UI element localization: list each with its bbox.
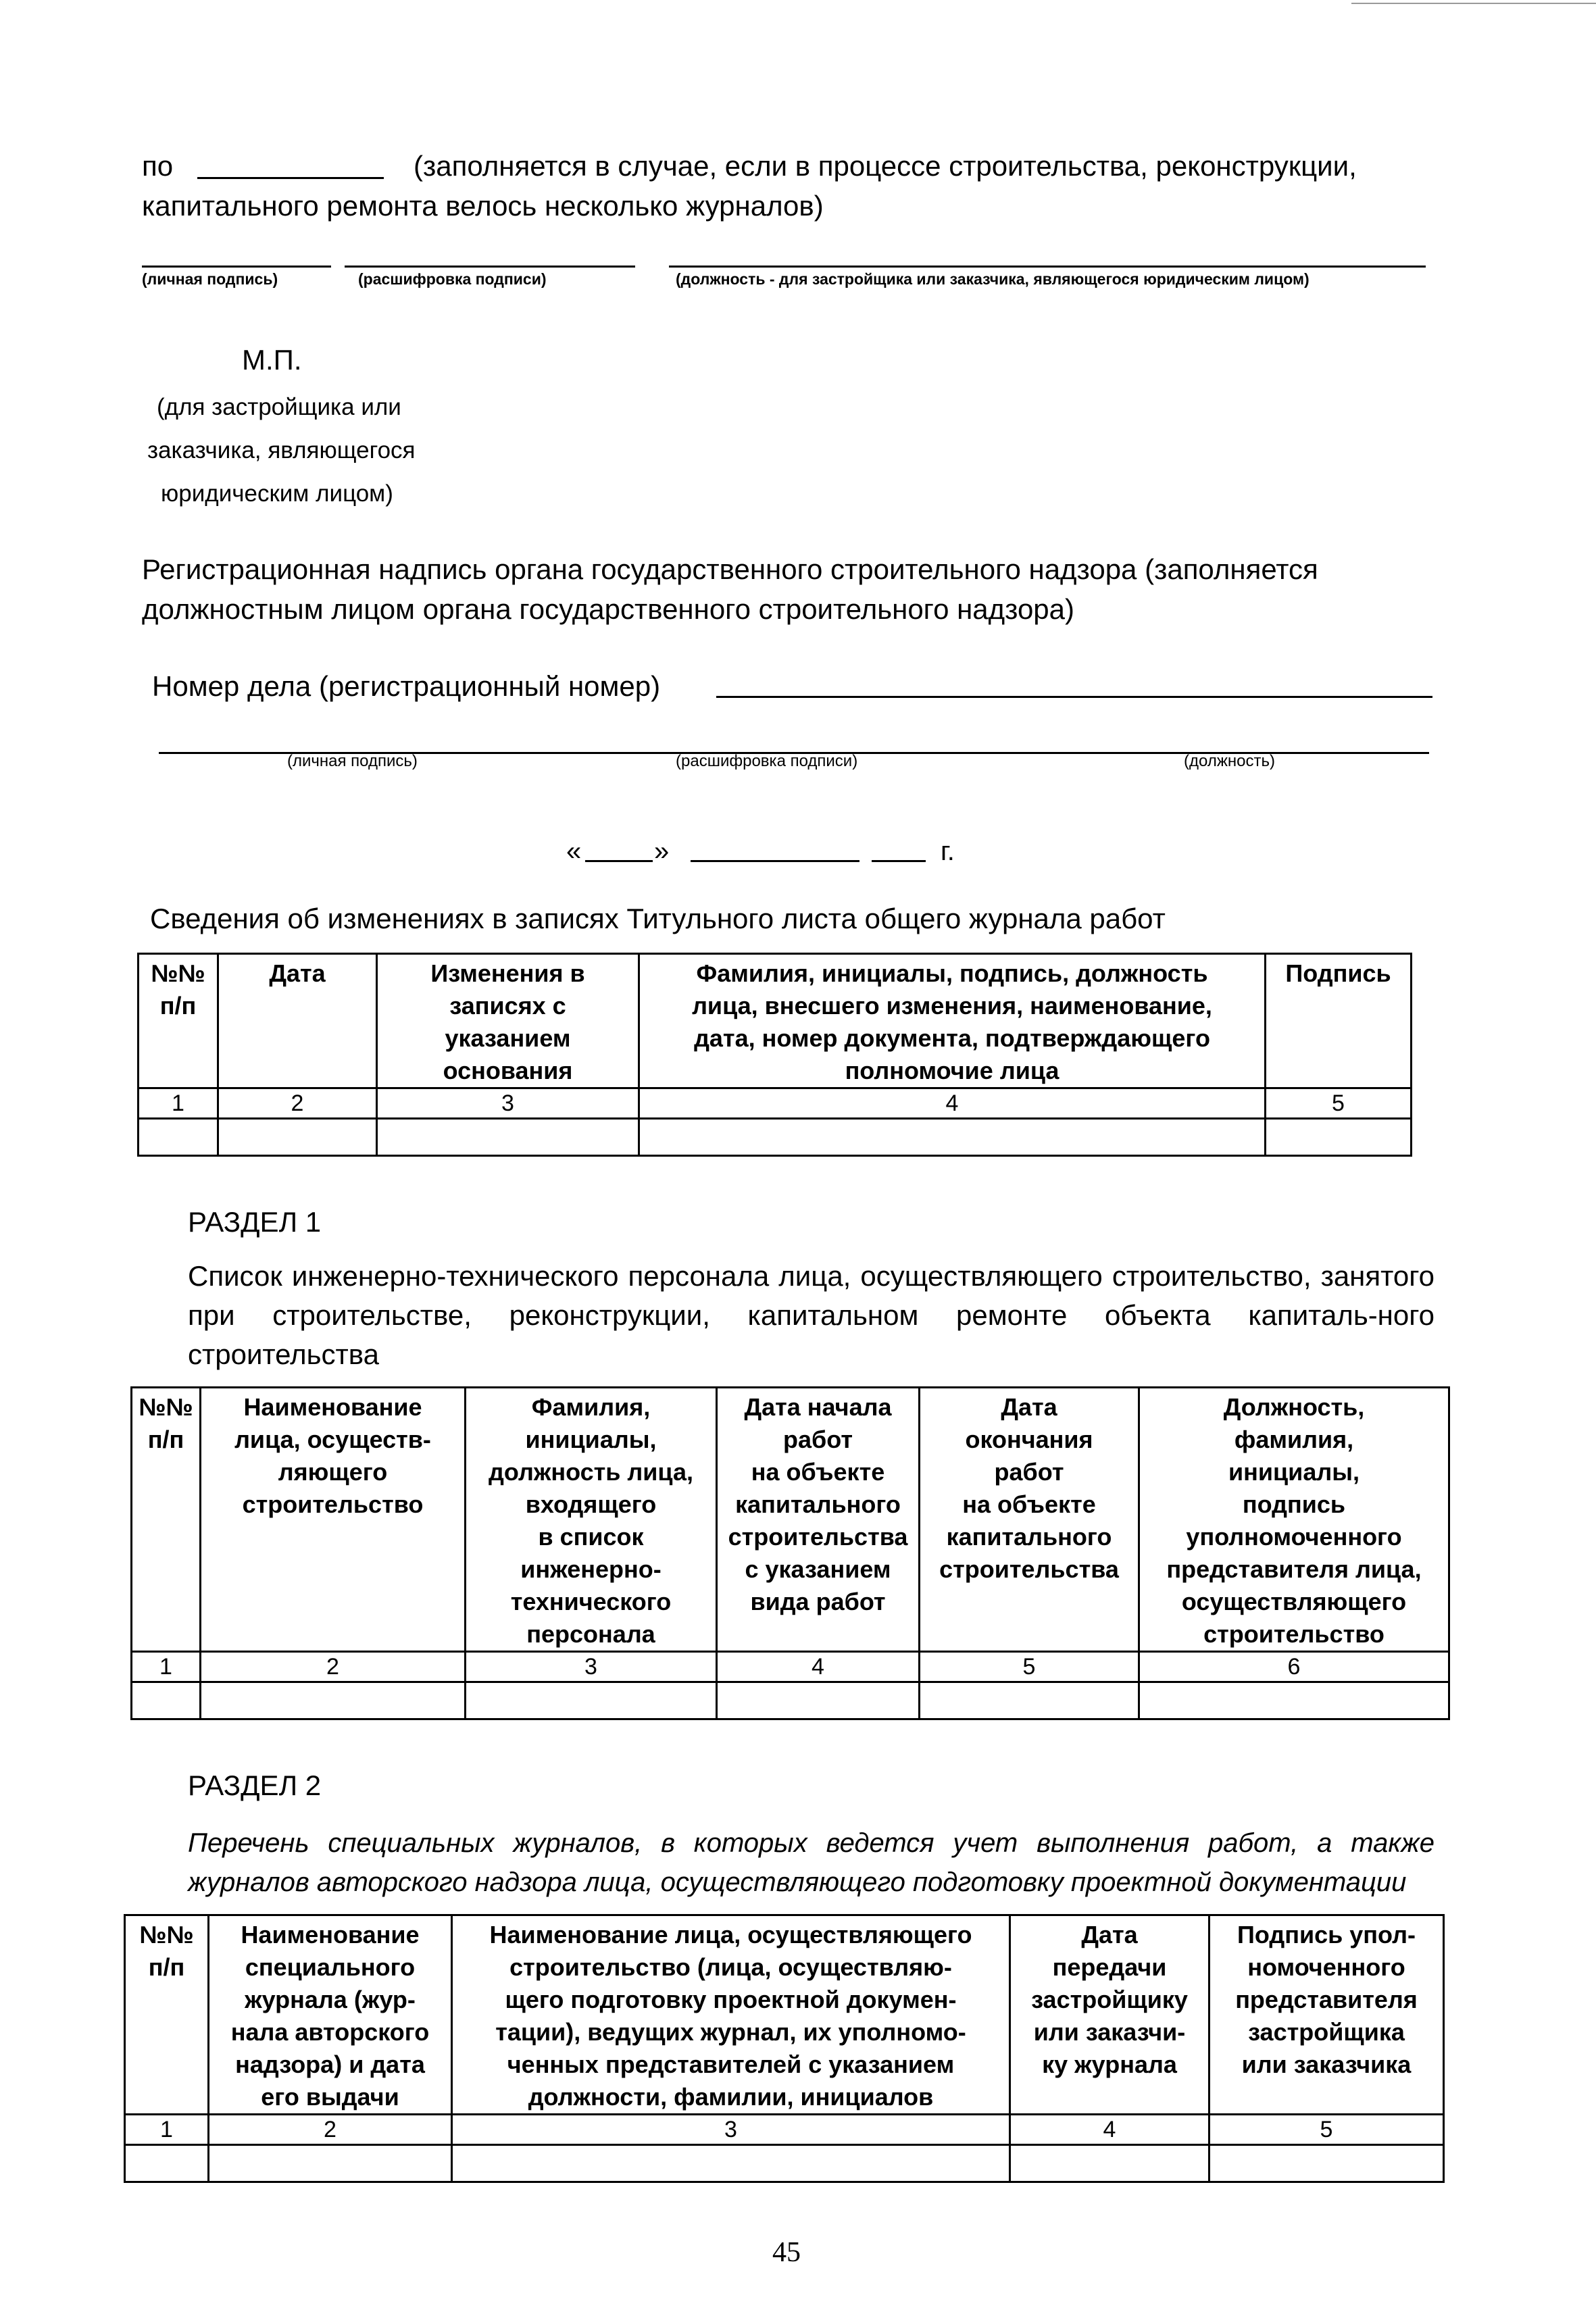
- date-month-line: [691, 860, 859, 862]
- position-caption-1: (должность - для застройщика или заказчика, являющегося юридическим лицом): [676, 270, 1310, 288]
- table-cell[interactable]: [639, 1119, 1266, 1156]
- table-cell: 1: [125, 2115, 209, 2145]
- date-year-line: [872, 860, 926, 862]
- table-cell[interactable]: [125, 2145, 209, 2182]
- table-cell[interactable]: [209, 2145, 452, 2182]
- changes-table-number-row: [139, 1088, 1412, 1119]
- table-cell: 4: [717, 1652, 920, 1682]
- table-cell[interactable]: [1139, 1682, 1449, 1719]
- table-cell: 5: [920, 1652, 1139, 1682]
- changes-section-title: Сведения об изменениях в записях Титульного листа общего журнала работ: [150, 903, 1166, 934]
- changes-header-date: Дата: [218, 954, 377, 1088]
- page-number: 45: [772, 2237, 801, 2268]
- stamp-note-line2: заказчика, являющегося: [147, 437, 416, 463]
- scan-edge-line: [1351, 3, 1596, 4]
- registration-text-line2: должностным лицом органа государственного строительного надзора): [142, 593, 1075, 625]
- signature-transcript-caption-1: (расшифровка подписи): [358, 270, 547, 288]
- section1-header-start-date: Дата начала работ на объекте капитального строительства с указанием вида работ: [717, 1388, 920, 1652]
- section2-table-empty-row: [125, 2145, 1444, 2182]
- table-cell[interactable]: [377, 1119, 639, 1156]
- section2-heading: РАЗДЕЛ 2: [188, 1769, 322, 1801]
- table-cell[interactable]: [466, 1682, 717, 1719]
- date-close-quote: »: [654, 836, 670, 866]
- case-number-line: [716, 696, 1432, 698]
- stamp-note-line1: (для застройщика или: [157, 394, 401, 420]
- date-open-quote: «: [566, 836, 582, 866]
- section1-table: [130, 1386, 1450, 1720]
- table-cell: 2: [201, 1652, 466, 1682]
- section1-header-representative: Должность, фамилия, инициалы, подпись уполномоченного представителя лица, осуществляющего строительство: [1139, 1388, 1449, 1652]
- section2-header-number: №№ п/п: [125, 1915, 209, 2115]
- section1-header-end-date: Дата окончания работ на объекте капитального строительства: [920, 1388, 1139, 1652]
- po-note-line2: капитального ремонта велось несколько журналов): [142, 190, 824, 222]
- table-cell[interactable]: [218, 1119, 377, 1156]
- section2-header-organization: Наименование лица, осуществляющего строительство (лица, осуществляю- щего подготовку проектной докумен- тации), ведущих журнал, их уполномо- ченных представителей с указанием должности, фамилии, инициалов: [452, 1915, 1010, 2115]
- table-cell: 3: [377, 1088, 639, 1119]
- table-cell[interactable]: [717, 1682, 920, 1719]
- po-note-line1: (заполняется в случае, если в процессе строительства, реконструкции,: [414, 150, 1357, 182]
- table-cell: 4: [639, 1088, 1266, 1119]
- section2-table-header-row: [125, 1915, 1444, 2115]
- signature-transcript-caption-2: (расшифровка подписи): [676, 752, 858, 770]
- table-cell[interactable]: [1210, 2145, 1444, 2182]
- table-cell: 3: [466, 1652, 717, 1682]
- section2-table: [124, 1914, 1445, 2183]
- section1-heading: РАЗДЕЛ 1: [188, 1206, 322, 1238]
- section1-header-number: №№ п/п: [132, 1388, 201, 1652]
- position-caption-2: (должность): [1184, 752, 1275, 770]
- signature-line-1: [142, 266, 331, 268]
- table-cell[interactable]: [139, 1119, 218, 1156]
- table-cell[interactable]: [920, 1682, 1139, 1719]
- changes-header-person: Фамилия, инициалы, подпись, должность лица, внесшего изменения, наименование, дата, номер документа, подтверждающего полномочие лица: [639, 954, 1266, 1088]
- table-cell[interactable]: [201, 1682, 466, 1719]
- table-cell: 5: [1266, 1088, 1412, 1119]
- changes-table-empty-row: [139, 1119, 1412, 1156]
- personal-signature-caption-1: (личная подпись): [142, 270, 278, 288]
- po-blank-line: [197, 177, 384, 179]
- changes-table-header-row: [139, 954, 1412, 1088]
- table-cell: 1: [132, 1652, 201, 1682]
- table-cell: 1: [139, 1088, 218, 1119]
- section1-header-person: Фамилия, инициалы, должность лица, входящего в список инженерно- технического персонала: [466, 1388, 717, 1652]
- section2-header-signature: Подпись упол- номоченного представителя застройщика или заказчика: [1210, 1915, 1444, 2115]
- stamp-label: М.П.: [242, 344, 302, 376]
- section2-header-journal: Наименование специального журнала (жур- нала авторского надзора) и дата его выдачи: [209, 1915, 452, 2115]
- section2-table-number-row: [125, 2115, 1444, 2145]
- registration-text-line1: Регистрационная надпись органа государственного строительного надзора (заполняется: [142, 553, 1318, 585]
- table-cell[interactable]: [452, 2145, 1010, 2182]
- section1-description: Список инженерно-технического персонала лица, осуществляющего строительство, занятого при строительстве, реконструкции, капитальном ремонте объекта капиталь-ного строительства: [188, 1260, 1435, 1370]
- section1-header-builder: Наименование лица, осуществ- ляющего строительство: [201, 1388, 466, 1652]
- table-cell: 4: [1010, 2115, 1210, 2145]
- position-line-1: [669, 266, 1426, 268]
- signature-transcript-line-1: [345, 266, 635, 268]
- section1-table-number-row: [132, 1652, 1449, 1682]
- table-cell[interactable]: [132, 1682, 201, 1719]
- changes-table: [137, 953, 1412, 1157]
- date-day-line: [585, 860, 653, 862]
- table-cell[interactable]: [1266, 1119, 1412, 1156]
- po-label: по: [142, 150, 174, 182]
- table-cell[interactable]: [1010, 2145, 1210, 2182]
- table-cell: 6: [1139, 1652, 1449, 1682]
- table-cell: 5: [1210, 2115, 1444, 2145]
- section2-header-transfer-date: Дата передачи застройщику или заказчи- ку журнала: [1010, 1915, 1210, 2115]
- case-number-label: Номер дела (регистрационный номер): [152, 670, 661, 702]
- date-year-suffix: г.: [941, 836, 955, 866]
- section2-description: Перечень специальных журналов, в которых ведется учет выполнения работ, а также журналов авторского надзора лица, осуществляющего подготовку проектной документации: [188, 1828, 1435, 1897]
- changes-header-signature: Подпись: [1266, 954, 1412, 1088]
- changes-header-changes: Изменения в записях с указанием основания: [377, 954, 639, 1088]
- table-cell: 2: [209, 2115, 452, 2145]
- changes-header-number: №№ п/п: [139, 954, 218, 1088]
- section1-table-header-row: [132, 1388, 1449, 1652]
- personal-signature-caption-2: (личная подпись): [287, 752, 418, 770]
- table-cell: 3: [452, 2115, 1010, 2145]
- table-cell: 2: [218, 1088, 377, 1119]
- section1-table-empty-row: [132, 1682, 1449, 1719]
- stamp-note-line3: юридическим лицом): [161, 480, 393, 507]
